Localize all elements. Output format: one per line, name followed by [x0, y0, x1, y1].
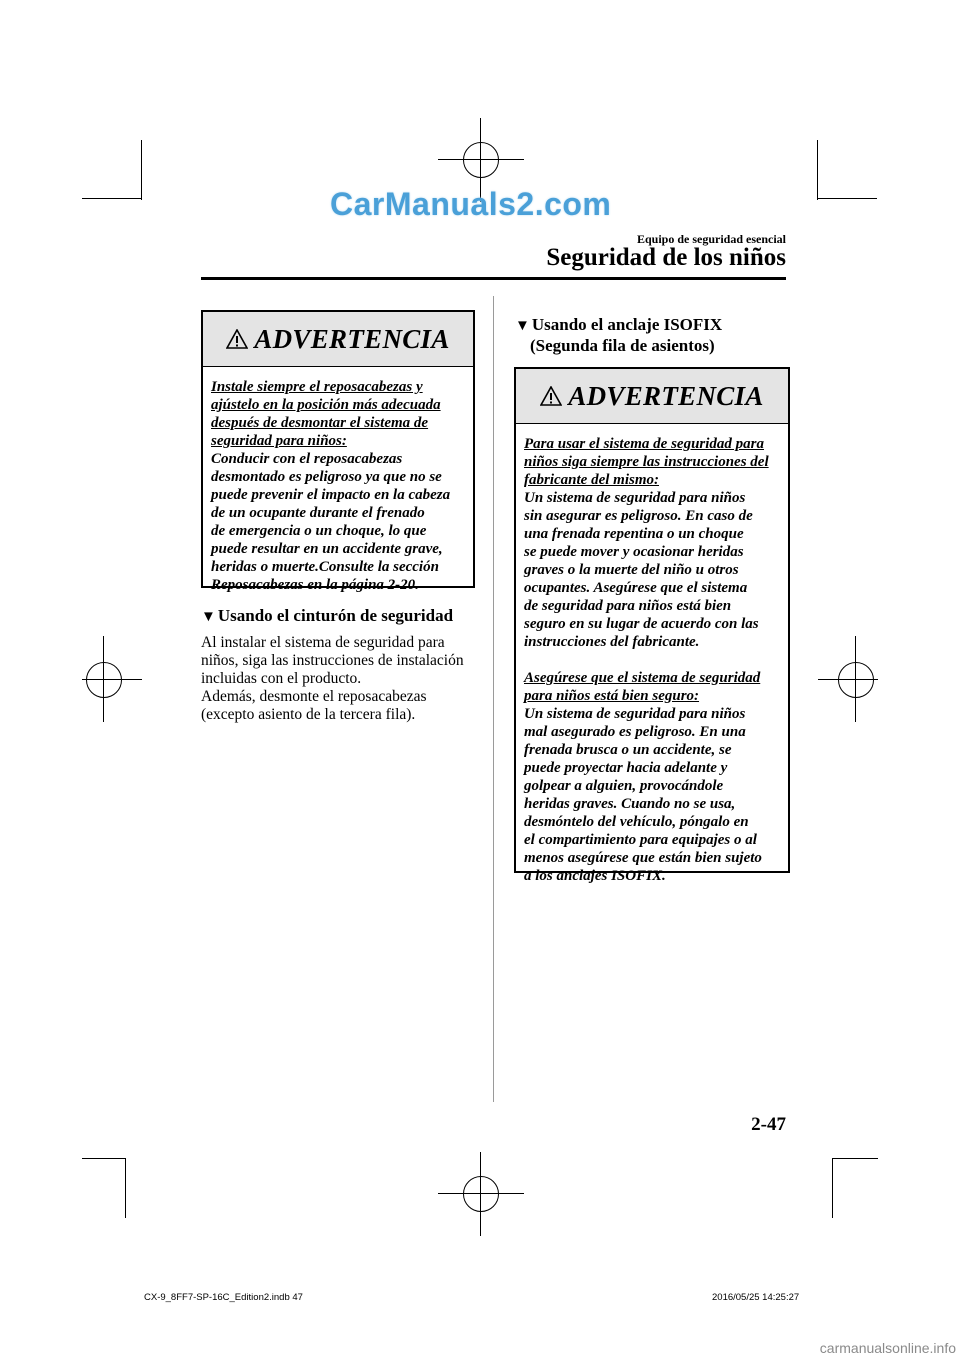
body-line: (excepto asiento de la tercera fila).: [201, 706, 416, 723]
right-warning-title: ADVERTENCIA: [568, 380, 764, 411]
left-warning-text: [203, 367, 473, 594]
right-warning-line: instrucciones del fabricante.: [524, 634, 700, 650]
right-warning-line: niños siga siempre las instrucciones del: [524, 454, 769, 470]
right-warning-line: desmóntelo del vehículo, póngalo en: [524, 814, 749, 830]
right-warning-line: mal asegurado es peligroso. En una: [524, 724, 746, 740]
left-section-title-text: Usando el cinturón de seguridad: [217, 606, 454, 625]
left-warning-line: seguridad para niños:: [211, 433, 347, 449]
body-line: niños, siga las instrucciones de instalación: [201, 652, 464, 669]
watermark: CarManuals2.com: [330, 186, 612, 222]
right-warning-line: fabricante del mismo:: [524, 472, 659, 488]
left-warning-line: de un ocupante durante el frenado: [211, 505, 425, 521]
right-warning-line: Un sistema de seguridad para niños: [524, 490, 746, 506]
body-line: Además, desmonte el reposacabezas: [201, 688, 427, 705]
column-divider: [493, 296, 494, 1102]
triangle-down-icon: ▼: [201, 609, 216, 625]
right-warning-line: sin asegurar es peligroso. En caso de: [524, 508, 753, 524]
left-warning-line: heridas o muerte.Consulte la sección: [211, 559, 439, 575]
left-warning-line: desmontado es peligroso ya que no se: [211, 469, 442, 485]
site-credit: carmanualsonline.info: [819, 1340, 956, 1356]
left-warning-box: [201, 310, 475, 593]
right-warning-box: [514, 367, 790, 884]
right-warning-line: graves o la muerte del niño u otros: [524, 562, 739, 578]
left-warning-title: ADVERTENCIA: [254, 323, 450, 354]
right-warning-line: heridas graves. Cuando no se usa,: [524, 796, 736, 812]
left-warning-line: de emergencia o un choque, lo que: [211, 523, 427, 539]
left-warning-line: Conducir con el reposacabezas: [211, 451, 403, 467]
paragraph-gap: [524, 651, 782, 669]
footer-timestamp: 2016/05/25 14:25:27: [712, 1292, 800, 1303]
right-warning-line: golpear a alguien, provocándole: [524, 778, 724, 794]
right-warning-line: ocupantes. Asegúrese que el sistema: [524, 580, 748, 596]
right-warning-line: a los anclajes ISOFIX.: [524, 868, 666, 884]
left-warning-header: [203, 312, 473, 367]
warning-triangle-icon: [226, 329, 248, 349]
left-warning-line: Reposacabezas en la página 2-20.: [211, 577, 419, 593]
left-section-title: [201, 606, 453, 627]
right-warning-line: Asegúrese que el sistema de seguridad: [524, 670, 761, 686]
left-warning-line: ajústelo en la posición más adecuada: [211, 397, 441, 413]
right-warning-line: de seguridad para niños está bien: [524, 598, 732, 614]
footer-file: CX-9_8FF7-SP-16C_Edition2.indb 47: [144, 1292, 303, 1303]
right-warning-line: puede proyectar hacia adelante y: [524, 760, 728, 776]
body-line: incluidas con el producto.: [201, 670, 362, 687]
left-warning-line: Instale siempre el reposacabezas y: [211, 379, 423, 395]
right-warning-line: Un sistema de seguridad para niños: [524, 706, 746, 722]
right-section-title-line: (Segunda fila de asientos): [530, 336, 715, 355]
left-warning-line: puede prevenir el impacto en la cabeza: [211, 487, 451, 503]
right-warning-line: se puede mover y ocasionar heridas: [524, 544, 744, 560]
right-section-title-line: Usando el anclaje ISOFIX: [531, 315, 723, 334]
right-warning-line: menos asegúrese que están bien sujeto: [524, 850, 762, 866]
right-warning-line: el compartimiento para equipajes o al: [524, 832, 757, 848]
header-rule: [201, 277, 786, 280]
header-title: Seguridad de los niños: [546, 244, 786, 271]
right-warning-header: [516, 369, 788, 424]
page-number: 2-47: [751, 1114, 786, 1135]
right-warning-line: para niños está bien seguro:: [524, 688, 700, 704]
right-warning-line: una frenada repentina o un choque: [524, 526, 744, 542]
left-body-text: [201, 634, 489, 724]
triangle-down-icon: ▼: [515, 318, 530, 334]
left-warning-line: después de desmontar el sistema de: [211, 415, 429, 431]
right-warning-line: Para usar el sistema de seguridad para: [524, 436, 765, 452]
body-line: Al instalar el sistema de seguridad para: [201, 634, 445, 651]
right-warning-line: frenada brusca o un accidente, se: [524, 742, 732, 758]
right-warning-text: [516, 424, 788, 885]
left-warning-line: puede resultar en un accidente grave,: [211, 541, 443, 557]
right-warning-line: seguro en su lugar de acuerdo con las: [524, 616, 759, 632]
header-subtitle: Equipo de seguridad esencial: [636, 232, 786, 246]
warning-triangle-icon: [540, 386, 562, 406]
right-section-title: [515, 315, 722, 355]
